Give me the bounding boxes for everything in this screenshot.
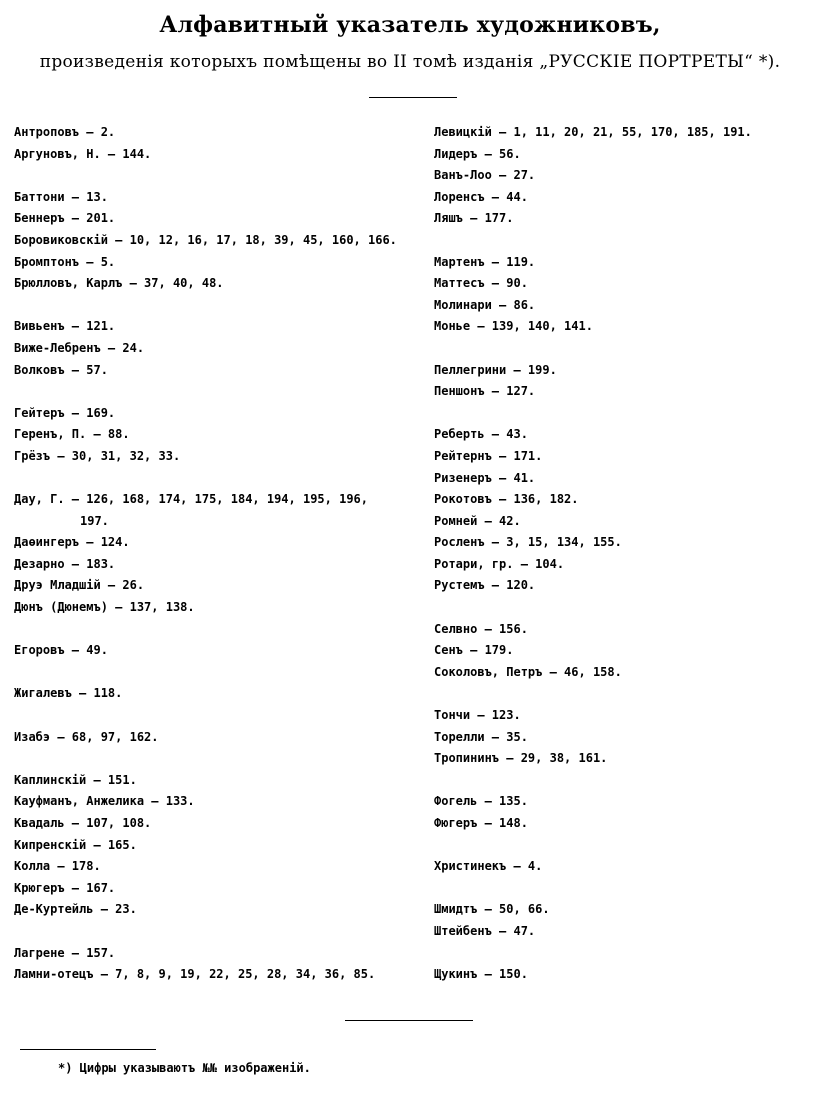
index-entry: Левицкій — 1, 11, 20, 21, 55, 170, 185, 191.: [434, 125, 752, 139]
index-entry: Геренъ, П. — 88.: [14, 427, 130, 442]
index-entry: Ромней — 42.: [434, 513, 521, 528]
index-entry: Волковъ — 57.: [14, 362, 108, 377]
footnote-divider: [20, 1049, 156, 1050]
index-entry: Дезарно — 183.: [14, 556, 116, 571]
index-entry: Тончи — 123.: [434, 708, 521, 723]
index-entry: Тропининъ — 29, 38, 161.: [434, 751, 608, 766]
index-entry: Друэ Младшій — 26.: [14, 578, 145, 593]
group-gap: [14, 705, 414, 727]
index-entry: Лидеръ — 56.: [434, 146, 521, 161]
index-entry: Грёзъ — 30, 31, 32, 33.: [14, 448, 181, 463]
index-entry: Щукинъ — 150.: [434, 967, 528, 982]
index-entry: Рейтернъ — 171.: [434, 448, 543, 463]
index-entry: Ротари, гр. — 104.: [434, 556, 565, 571]
group-gap: [434, 403, 820, 425]
index-entry: Дюнъ (Дюнемъ) — 137, 138.: [14, 600, 195, 615]
index-entry: Сенъ — 179.: [434, 643, 514, 658]
group-gap: [14, 748, 414, 770]
index-entry: Ламни-отецъ — 7, 8, 9, 19, 22, 25, 28, 34, 36, 85.: [14, 967, 376, 982]
index-entry: Де-Куртейль — 23.: [14, 902, 137, 917]
index-entry: Фогель — 135.: [434, 794, 528, 809]
index-entry: Мартенъ — 119.: [434, 254, 536, 269]
index-entry: Боровиковскій — 10, 12, 16, 17, 18, 39, 45, 160, 166.: [14, 232, 397, 247]
index-entry: Селвно — 156.: [434, 621, 528, 636]
group-gap: [14, 921, 414, 943]
index-entry: Крюгеръ — 167.: [14, 880, 116, 895]
index-entry: Рокотовъ — 136, 182.: [434, 492, 579, 507]
group-gap: [14, 381, 414, 403]
end-divider: [345, 1020, 473, 1021]
group-gap: [14, 295, 414, 317]
index-entry: Колла — 178.: [14, 859, 101, 874]
index-entry: Квадаль — 107, 108.: [14, 816, 152, 830]
group-gap: [434, 943, 820, 965]
group-gap: [14, 468, 414, 490]
group-gap: [14, 619, 414, 641]
index-entry: Беннеръ — 201.: [14, 211, 116, 226]
index-entry: Каплинскій — 151.: [14, 772, 137, 787]
index-entry: Ризенеръ — 41.: [434, 470, 536, 485]
group-gap: [14, 662, 414, 684]
page-title: Алфавитный указатель художниковъ,: [159, 12, 661, 38]
index-entry: Лоренсъ — 44.: [434, 189, 528, 204]
index-entry: Вивьенъ — 121.: [14, 319, 116, 334]
index-entry: Молинари — 86.: [434, 297, 536, 312]
index-entry: Маттесъ — 90.: [434, 276, 528, 291]
index-entry: Жигалевъ — 118.: [14, 686, 123, 701]
index-entry: Ляшъ — 177.: [434, 211, 514, 226]
index-entry: Монье — 139, 140, 141.: [434, 319, 593, 334]
index-entry: Баттони — 13.: [14, 189, 108, 204]
index-entry: Кипренскій — 165.: [14, 837, 137, 852]
group-gap: [434, 230, 820, 252]
index-entry: Шмидтъ — 50, 66.: [434, 902, 550, 917]
index-entry: Соколовъ, Петръ — 46, 158.: [434, 664, 622, 679]
group-gap: [434, 597, 820, 619]
index-entry: Егоровъ — 49.: [14, 643, 108, 658]
index-entry: Виже-Лебренъ — 24.: [14, 340, 145, 355]
group-gap: [434, 835, 820, 857]
page-subtitle: произведенія которыхъ помѣщены во II томѣ изданія „РУССКІЕ ПОРТРЕТЫ“ *).: [39, 52, 781, 72]
index-entry: Христинекъ — 4.: [434, 859, 543, 874]
title-divider: [369, 97, 457, 98]
index-entry: Торелли — 35.: [434, 729, 528, 744]
index-entry: Антроповъ — 2.: [14, 125, 116, 139]
group-gap: [434, 683, 820, 705]
index-column-right: [434, 122, 820, 986]
index-column-left: [14, 122, 414, 986]
group-gap: [434, 338, 820, 360]
index-entry: Пеншонъ — 127.: [434, 384, 536, 399]
index-entry: Рустемъ — 120.: [434, 578, 536, 593]
group-gap: [434, 878, 820, 900]
index-entry: Штейбенъ — 47.: [434, 923, 536, 938]
index-entry: Даѳингеръ — 124.: [14, 535, 130, 550]
index-entry: Пеллегрини — 199.: [434, 362, 557, 377]
index-entry: Дау, Г. — 126, 168, 174, 175, 184, 194, 195, 196,: [14, 492, 369, 507]
index-entry: Изабэ — 68, 97, 162.: [14, 729, 159, 744]
index-entry: Лагрене — 157.: [14, 945, 116, 960]
index-entry: Кауфманъ, Анжелика — 133.: [14, 794, 195, 809]
group-gap: [434, 770, 820, 792]
index-entry: Реберть — 43.: [434, 427, 528, 442]
index-entry: Бромптонъ — 5.: [14, 254, 116, 269]
index-entry: Ванъ-Лоо — 27.: [434, 168, 536, 183]
index-entry: Гейтеръ — 169.: [14, 405, 116, 420]
index-entry: Росленъ — 3, 15, 134, 155.: [434, 535, 622, 550]
index-entry: Брюлловъ, Карлъ — 37, 40, 48.: [14, 276, 224, 291]
index-entry: Аргуновъ, Н. — 144.: [14, 146, 152, 161]
group-gap: [14, 165, 414, 187]
index-entry: 197.: [80, 513, 109, 528]
index-entry: Фюгеръ — 148.: [434, 816, 528, 830]
footnote: *) Цифры указываютъ №№ изображеній.: [58, 1061, 311, 1075]
